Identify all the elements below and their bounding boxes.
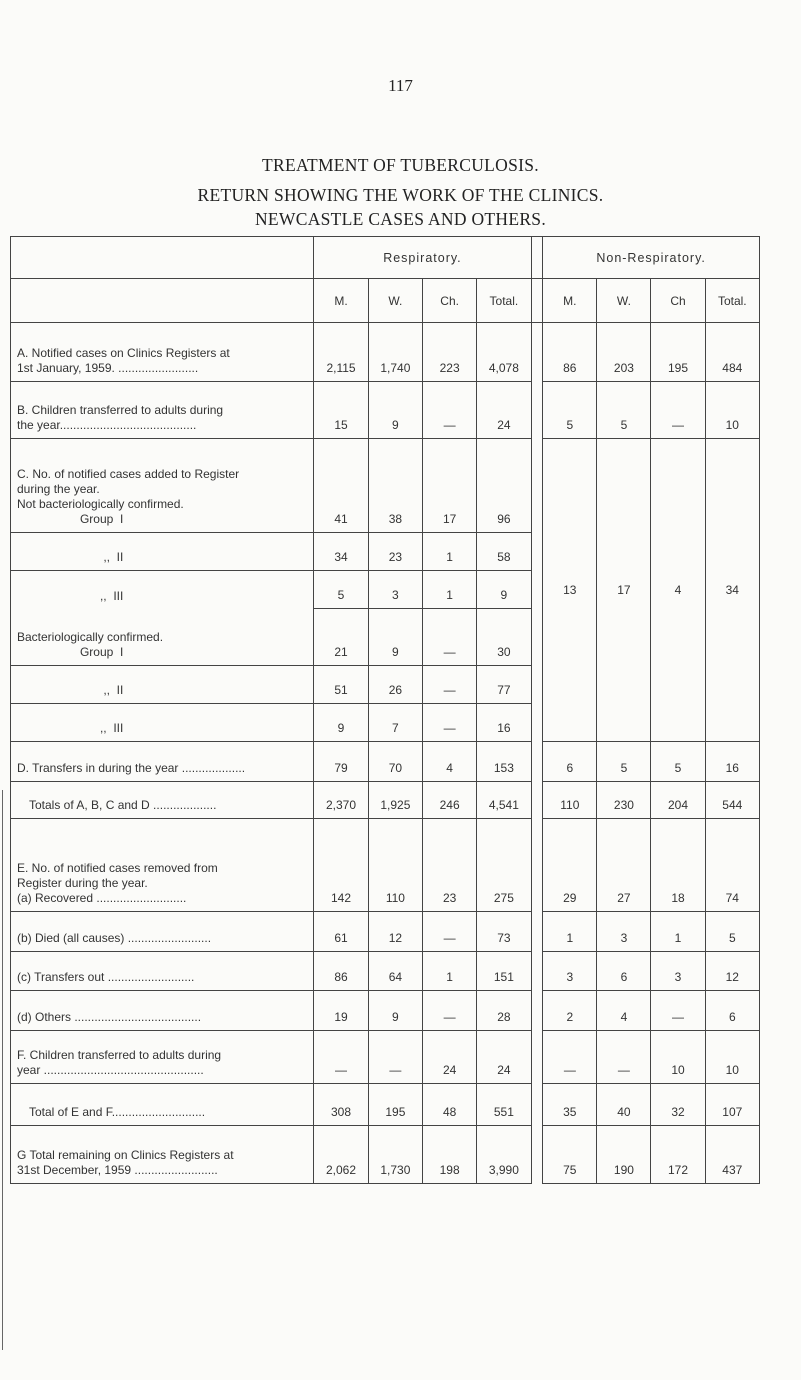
non-respiratory-header: Non-Respiratory.: [543, 237, 760, 279]
cell: 10: [651, 1031, 705, 1084]
group-numeral: II: [116, 683, 124, 697]
cell: 9: [368, 609, 422, 666]
cell: 110: [368, 819, 422, 912]
cell: 1,730: [368, 1126, 422, 1184]
table-row: [11, 382, 760, 439]
cell: 6: [543, 742, 597, 782]
cell: 4: [423, 742, 477, 782]
cell: 1: [543, 912, 597, 952]
cell: 38: [368, 439, 422, 533]
cell: 246: [423, 782, 477, 819]
cell: 1,740: [368, 323, 422, 382]
cell: 3: [651, 952, 705, 991]
cell: 3: [543, 952, 597, 991]
row-label: F. Children transferred to adults during: [17, 1048, 222, 1062]
cell: 204: [651, 782, 705, 819]
cell-merged: 17: [597, 439, 651, 742]
cell: —: [651, 382, 705, 439]
cell: 73: [477, 912, 531, 952]
cell: 195: [368, 1084, 422, 1126]
page-subtitle: RETURN SHOWING THE WORK OF THE CLINICS.: [197, 185, 604, 205]
ditto-mark: ,,: [103, 550, 110, 564]
row-label: A. Notified cases on Clinics Registers at: [17, 346, 230, 360]
cell: 6: [705, 991, 759, 1031]
row-label-cont: the year.........................................: [17, 418, 197, 432]
cell: 26: [368, 666, 422, 704]
cell: 5: [651, 742, 705, 782]
cell: 29: [543, 819, 597, 912]
cell: —: [314, 1031, 368, 1084]
cell: 61: [314, 912, 368, 952]
cell: 4: [597, 991, 651, 1031]
row-label: B. Children transferred to adults during: [17, 403, 224, 417]
row-label: E. No. of notified cases removed from: [17, 861, 218, 875]
table-row: [11, 991, 760, 1031]
cell: 74: [705, 819, 759, 912]
cell: 198: [423, 1126, 477, 1184]
sub-row-label: (d) Others ......................................: [11, 991, 314, 1031]
table-row: [11, 819, 760, 912]
table-row: [11, 912, 760, 952]
cell: 70: [368, 742, 422, 782]
cell: 3,990: [477, 1126, 531, 1184]
page-edge-line: [2, 790, 3, 1350]
cell: 75: [543, 1126, 597, 1184]
cell: 107: [705, 1084, 759, 1126]
cell: 7: [368, 704, 422, 742]
sub-row-label: (b) Died (all causes) .........................: [11, 912, 314, 952]
cell: 5: [543, 382, 597, 439]
cell: 10: [705, 1031, 759, 1084]
group-numeral: III: [113, 721, 124, 735]
group-label: Group: [79, 645, 114, 659]
cell: —: [423, 991, 477, 1031]
table-row: [11, 1031, 760, 1084]
cell: 86: [543, 323, 597, 382]
cell: 51: [314, 666, 368, 704]
cell: 1: [423, 533, 477, 571]
col-header: W.: [368, 279, 422, 323]
col-header: Total.: [705, 279, 759, 323]
cell: 15: [314, 382, 368, 439]
ditto-mark: ,,: [99, 588, 107, 603]
cell: 9: [368, 991, 422, 1031]
row-label-cont: year ................................................: [17, 1063, 204, 1077]
cell: 308: [314, 1084, 368, 1126]
cell: 30: [477, 609, 531, 666]
page-subtitle-2: NEWCASTLE CASES AND OTHERS.: [254, 209, 547, 229]
cell: 23: [368, 533, 422, 571]
row-label: D. Transfers in during the year ...................: [11, 742, 314, 782]
col-header: M.: [314, 279, 368, 323]
cell: —: [423, 382, 477, 439]
group-numeral: II: [116, 550, 124, 564]
row-label: C. No. of notified cases added to Register: [17, 467, 240, 481]
cell: 6: [597, 952, 651, 991]
cell: 2,115: [314, 323, 368, 382]
group-numeral: III: [113, 588, 124, 603]
cell: 16: [705, 742, 759, 782]
cell: 110: [543, 782, 597, 819]
cell: 5: [597, 382, 651, 439]
cell: 79: [314, 742, 368, 782]
cell: 17: [423, 439, 477, 533]
cell: —: [423, 704, 477, 742]
group-label: Group: [79, 512, 114, 526]
row-label-cont: 1st January, 1959. ........................: [17, 361, 199, 375]
row-label-cont: during the year.: [17, 482, 100, 496]
cell: 9: [368, 382, 422, 439]
cell: 230: [597, 782, 651, 819]
cell: 48: [423, 1084, 477, 1126]
cell: 10: [705, 382, 759, 439]
col-header: Ch.: [423, 279, 477, 323]
column-header-row: [11, 279, 760, 323]
cell: 40: [597, 1084, 651, 1126]
totals-row: [11, 1084, 760, 1126]
cell: —: [651, 991, 705, 1031]
row-label: Total of E and F............................: [11, 1084, 314, 1126]
totals-row: [11, 782, 760, 819]
cell: 2,370: [314, 782, 368, 819]
cell: 203: [597, 323, 651, 382]
sub-row-label: (c) Transfers out ..........................: [11, 952, 314, 991]
cell: 24: [477, 1031, 531, 1084]
col-header: Ch: [651, 279, 705, 323]
cell: —: [423, 912, 477, 952]
group-numeral: I: [119, 512, 124, 526]
cell: 58: [477, 533, 531, 571]
cell: 41: [314, 439, 368, 533]
respiratory-header: Respiratory.: [314, 237, 531, 279]
ditto-mark: ,,: [99, 721, 107, 735]
cell: 151: [477, 952, 531, 991]
cell: 12: [705, 952, 759, 991]
col-header: Total.: [477, 279, 531, 323]
col-header: W.: [597, 279, 651, 323]
subsection-label: Not bacteriologically confirmed.: [17, 497, 184, 511]
cell: 1: [651, 912, 705, 952]
row-label-cont: Register during the year.: [17, 876, 148, 890]
cell: 190: [597, 1126, 651, 1184]
cell: 19: [314, 991, 368, 1031]
cell: 484: [705, 323, 759, 382]
cell: 3: [368, 571, 422, 609]
tuberculosis-clinic-table: [10, 236, 760, 1184]
cell: 24: [477, 382, 531, 439]
table-row: [11, 323, 760, 382]
cell: 32: [651, 1084, 705, 1126]
cell: 275: [477, 819, 531, 912]
cell: 86: [314, 952, 368, 991]
page-number: 117: [388, 76, 413, 95]
cell: 77: [477, 666, 531, 704]
cell-merged: 13: [543, 439, 597, 742]
cell: 34: [314, 533, 368, 571]
cell: 16: [477, 704, 531, 742]
cell: —: [423, 666, 477, 704]
table-row: [11, 952, 760, 991]
cell: 5: [705, 912, 759, 952]
cell: 172: [651, 1126, 705, 1184]
row-label: Totals of A, B, C and D ...................: [11, 782, 314, 819]
cell: 4,078: [477, 323, 531, 382]
cell: —: [543, 1031, 597, 1084]
cell-merged: 4: [651, 439, 705, 742]
cell: 1,925: [368, 782, 422, 819]
cell: 9: [477, 571, 531, 609]
cell: 2,062: [314, 1126, 368, 1184]
cell: 223: [423, 323, 477, 382]
cell-merged: 34: [705, 439, 759, 742]
row-label: G Total remaining on Clinics Registers at: [17, 1148, 234, 1162]
cell: 195: [651, 323, 705, 382]
row-label-cont: 31st December, 1959 .........................: [17, 1163, 218, 1177]
group-numeral: I: [119, 645, 124, 659]
cell: —: [423, 609, 477, 666]
cell: 12: [368, 912, 422, 952]
cell: 2: [543, 991, 597, 1031]
table-row: [11, 439, 760, 533]
cell: 437: [705, 1126, 759, 1184]
cell: 1: [423, 952, 477, 991]
cell: 5: [314, 571, 368, 609]
cell: 1: [423, 571, 477, 609]
col-header: M.: [543, 279, 597, 323]
ditto-mark: ,,: [103, 683, 110, 697]
cell: 23: [423, 819, 477, 912]
cell: 544: [705, 782, 759, 819]
cell: 35: [543, 1084, 597, 1126]
cell: 64: [368, 952, 422, 991]
table-row: [11, 1126, 760, 1184]
cell: —: [597, 1031, 651, 1084]
subsection-label: Bacteriologically confirmed.: [17, 630, 164, 644]
sub-row-label: (a) Recovered ...........................: [17, 891, 187, 905]
cell: 3: [597, 912, 651, 952]
cell: 18: [651, 819, 705, 912]
table-row: [11, 742, 760, 782]
cell: 551: [477, 1084, 531, 1126]
cell: 21: [314, 609, 368, 666]
cell: 28: [477, 991, 531, 1031]
cell: 142: [314, 819, 368, 912]
cell: 5: [597, 742, 651, 782]
group-header-row: [11, 237, 760, 279]
cell: 24: [423, 1031, 477, 1084]
page-title: TREATMENT OF TUBERCULOSIS.: [262, 155, 539, 175]
cell: 27: [597, 819, 651, 912]
cell: 9: [314, 704, 368, 742]
cell: 4,541: [477, 782, 531, 819]
cell: 153: [477, 742, 531, 782]
cell: —: [368, 1031, 422, 1084]
cell: 96: [477, 439, 531, 533]
